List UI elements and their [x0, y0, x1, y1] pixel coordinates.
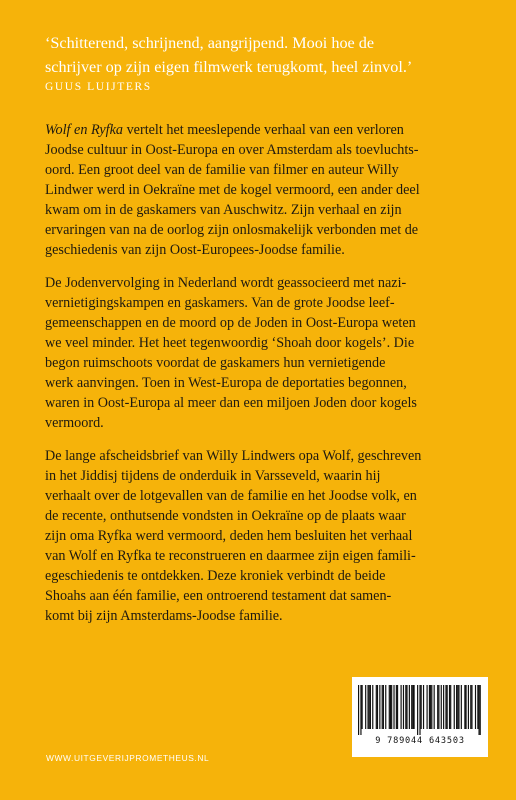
barcode-bar: [447, 685, 448, 729]
barcode-bar: [377, 685, 378, 729]
barcode-bar: [379, 685, 380, 729]
quote-line: ‘Schitterend, schrijnend, aangrijpend. Mooi hoe de: [45, 34, 375, 52]
barcode-bar: [360, 685, 361, 735]
publisher-website: WWW.UITGEVERIJPROMETHEUS.NL: [46, 753, 210, 763]
barcode-bar: [468, 685, 469, 729]
barcode-bar: [437, 685, 438, 729]
barcode-bar: [391, 685, 392, 729]
barcode-bar: [465, 685, 466, 729]
barcode-bar: [397, 685, 398, 729]
barcode-bar: [414, 685, 415, 729]
barcode-bar: [464, 685, 465, 729]
barcode-bar: [450, 685, 451, 729]
barcode-bar: [443, 685, 444, 729]
barcode-bar: [477, 685, 478, 729]
barcode-bar: [383, 685, 384, 729]
barcode-bar: [449, 685, 450, 729]
barcode-bar: [362, 685, 363, 729]
barcode-bars: [358, 685, 482, 735]
barcode-bar: [406, 685, 407, 729]
barcode-bar: [370, 685, 371, 729]
barcode-bar: [385, 685, 386, 729]
barcode-bar: [438, 685, 439, 729]
barcode-bar: [372, 685, 373, 729]
barcode-bar: [419, 685, 420, 735]
barcode-bar: [365, 685, 366, 729]
blurb-line: begon ruimschoots voordat de gaskamers hun vernietigende: [45, 355, 386, 371]
barcode-bar: [423, 685, 424, 729]
blurb-line: van Wolf en Ryfka te reconstrueren en daarmee zijn eigen famili-: [45, 548, 416, 564]
blurb-line: werk aanvingen. Toen in West-Europa de deportaties begonnen,: [45, 375, 407, 391]
isbn-barcode: [352, 677, 488, 757]
barcode-bar: [445, 685, 446, 729]
blurb-line: geschiedenis van zijn Oost-Europees-Joodse familie.: [45, 242, 345, 258]
blurb-line: komt bij zijn Amsterdams-Joodse familie.: [45, 608, 283, 624]
blurb-line: Shoahs aan één familie, een ontroerend testament dat samen-: [45, 588, 392, 604]
blurb-paragraph-3: [45, 446, 481, 626]
blurb-line: we veel minder. Het heet tegenwoordig ‘Shoah door kogels’. Die: [45, 335, 415, 351]
quote-line: schrijver op zijn eigen filmwerk terugkomt, heel zinvol.’: [45, 58, 413, 76]
blurb-line: zijn oma Ryfka werd vermoord, deden hem besluiten het verhaal: [45, 528, 413, 544]
barcode-bar: [403, 685, 404, 729]
blurb-line: kwam om in de gaskamers van Auschwitz. Zijn verhaal en zijn: [45, 202, 402, 218]
barcode-bar: [411, 685, 412, 729]
barcode-bar: [429, 685, 430, 729]
blurb-line: egeschiedenis te ontdekken. Deze kroniek verbindt de beide: [45, 568, 386, 584]
barcode-bar: [390, 685, 391, 729]
blurb-line: waren in Oost-Europa al meer dan een miljoen Joden door kogels: [45, 395, 417, 411]
barcode-bar: [405, 685, 406, 729]
blurb-line: Joodse cultuur in Oost-Europa en over Amsterdam als toevluchts-: [45, 142, 419, 158]
barcode-bar: [480, 685, 481, 735]
barcode-bar: [470, 685, 471, 729]
barcode-bar: [369, 685, 370, 729]
blurb-line: vernietigingskampen en gaskamers. Van de grote Joodse leef-: [45, 295, 395, 311]
barcode-bar: [478, 685, 479, 735]
blurb-line: ervaringen van na de oorlog zijn onlosmakelijk verbonden met de: [45, 222, 419, 238]
barcode-bar: [367, 685, 368, 729]
blurb-paragraph-1: [45, 120, 481, 260]
barcode-bar: [457, 685, 458, 729]
blurb-line: in het Jiddisj tijdens de onderduik in Varsseveld, waarin hij: [45, 468, 381, 484]
barcode-bar: [376, 685, 377, 729]
barcode-bar: [431, 685, 432, 729]
blurb-line: de recente, onthutsende vondsten in Oekraïne op de plaats waar: [45, 508, 406, 524]
barcode-bar: [409, 685, 410, 729]
blurb-line: Lindwer werd in Oekraïne met de kogel vermoord, een ander deel: [45, 182, 420, 198]
blurb-line: vermoord.: [45, 415, 104, 431]
barcode-bar: [434, 685, 435, 729]
barcode-bar: [358, 685, 359, 735]
barcode-bar: [417, 685, 418, 735]
isbn-number: 9 789044 643503: [375, 736, 465, 746]
blurb-line: Wolf en Ryfka vertelt het meeslepende verhaal van een verloren: [45, 122, 404, 138]
barcode-bar: [396, 685, 397, 729]
barcode-bar: [475, 685, 476, 729]
barcode-bar: [456, 685, 457, 729]
blurb-line: verhaalt over de lotgevallen van de familie en het Joodse volk, en: [45, 488, 417, 504]
blurb-paragraph-2: [45, 273, 481, 433]
barcode-bar: [393, 685, 394, 729]
review-quote: [45, 31, 485, 79]
blurb-line: oord. Een groot deel van de familie van filmer en auteur Willy: [45, 162, 399, 178]
blurb-line: De Jodenvervolging in Nederland wordt geassocieerd met nazi-: [45, 275, 407, 291]
barcode-bar: [430, 685, 431, 729]
barcode-bar: [412, 685, 413, 729]
barcode-bar: [441, 685, 442, 729]
barcode-bar: [461, 685, 462, 729]
book-title: Wolf en Ryfka: [45, 122, 124, 138]
barcode-bar: [454, 685, 455, 729]
barcode-bar: [389, 685, 390, 729]
barcode-bar: [401, 685, 402, 729]
quote-author: GUUS LUIJTERS: [45, 81, 152, 93]
back-cover-blurb: [45, 120, 481, 639]
barcode-bar: [421, 685, 422, 729]
barcode-bar: [427, 685, 428, 729]
barcode-bar: [471, 685, 472, 729]
blurb-line: De lange afscheidsbrief van Willy Lindwers opa Wolf, geschreven: [45, 448, 422, 464]
barcode-bar: [382, 685, 383, 729]
blurb-line: gemeenschappen en de moord op de Joden in Oost-Europa weten: [45, 315, 416, 331]
barcode-bar: [458, 685, 459, 729]
